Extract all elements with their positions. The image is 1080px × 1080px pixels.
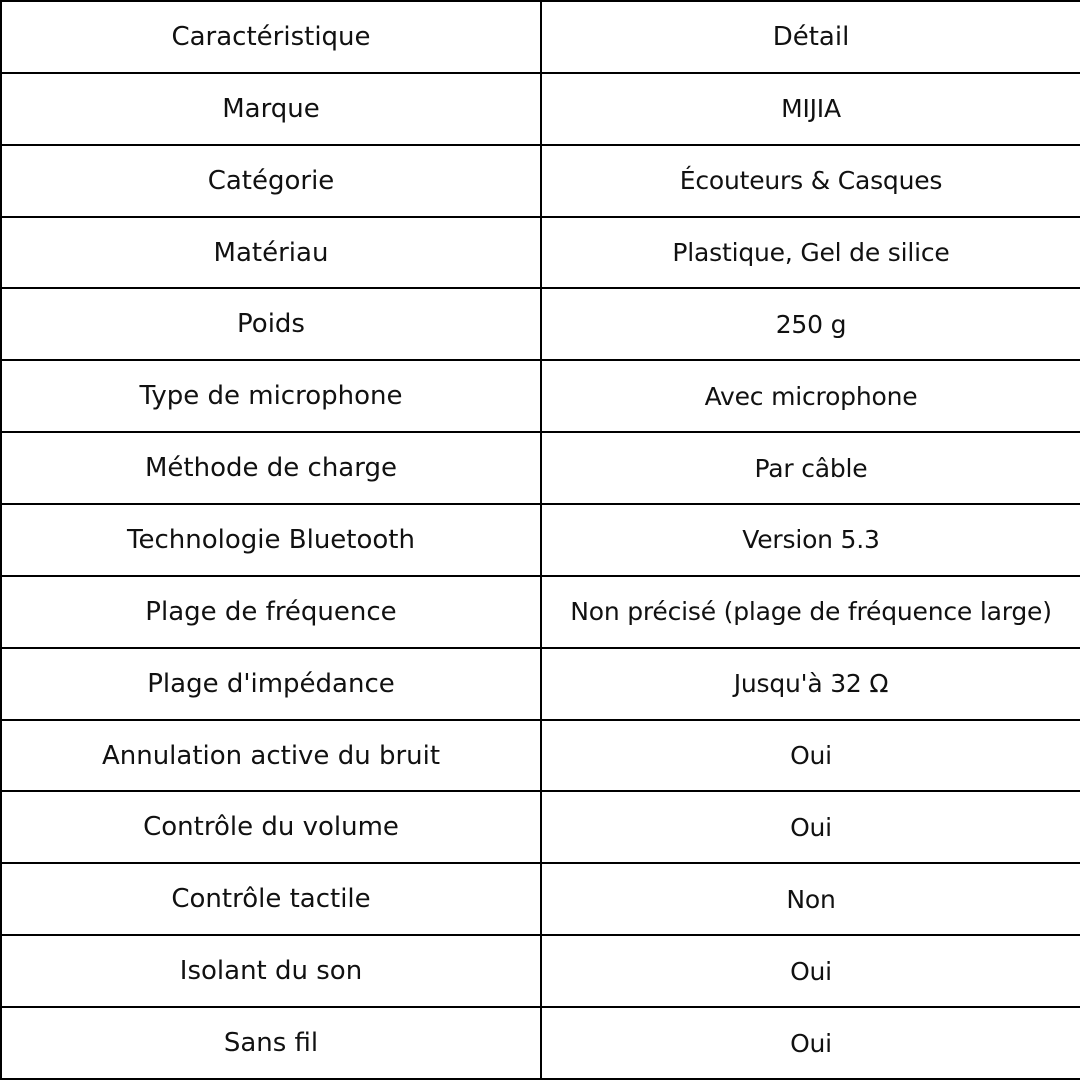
detail-cell: Oui (541, 935, 1080, 1007)
feature-cell: Plage d'impédance (1, 648, 541, 720)
detail-cell: 250 g (541, 288, 1080, 360)
feature-cell: Contrôle du volume (1, 791, 541, 863)
feature-cell: Isolant du son (1, 935, 541, 1007)
table-row (1, 720, 1080, 792)
detail-cell: MIJIA (541, 73, 1080, 145)
table-row (1, 145, 1080, 217)
detail-cell: Avec microphone (541, 360, 1080, 432)
feature-cell: Type de microphone (1, 360, 541, 432)
detail-cell: Oui (541, 791, 1080, 863)
detail-cell: Jusqu'à 32 Ω (541, 648, 1080, 720)
header-detail: Détail (541, 1, 1080, 73)
table-header-row (1, 1, 1080, 73)
table-row (1, 288, 1080, 360)
feature-cell: Plage de fréquence (1, 576, 541, 648)
feature-cell: Poids (1, 288, 541, 360)
table-row (1, 648, 1080, 720)
feature-cell: Méthode de charge (1, 432, 541, 504)
detail-cell: Oui (541, 720, 1080, 792)
feature-cell: Contrôle tactile (1, 863, 541, 935)
header-feature: Caractéristique (1, 1, 541, 73)
detail-cell: Écouteurs & Casques (541, 145, 1080, 217)
detail-cell: Non (541, 863, 1080, 935)
table-row (1, 576, 1080, 648)
detail-cell: Plastique, Gel de silice (541, 217, 1080, 289)
detail-cell: Non précisé (plage de fréquence large) (541, 576, 1080, 648)
table-row (1, 217, 1080, 289)
detail-cell: Oui (541, 1007, 1080, 1079)
table-row (1, 791, 1080, 863)
feature-cell: Marque (1, 73, 541, 145)
table-row (1, 863, 1080, 935)
table-row (1, 504, 1080, 576)
feature-cell: Sans fil (1, 1007, 541, 1079)
table-row (1, 1007, 1080, 1079)
table-row (1, 432, 1080, 504)
table-row (1, 360, 1080, 432)
detail-cell: Par câble (541, 432, 1080, 504)
feature-cell: Matériau (1, 217, 541, 289)
detail-cell: Version 5.3 (541, 504, 1080, 576)
feature-cell: Annulation active du bruit (1, 720, 541, 792)
feature-cell: Catégorie (1, 145, 541, 217)
table-row (1, 935, 1080, 1007)
table-row (1, 73, 1080, 145)
feature-cell: Technologie Bluetooth (1, 504, 541, 576)
